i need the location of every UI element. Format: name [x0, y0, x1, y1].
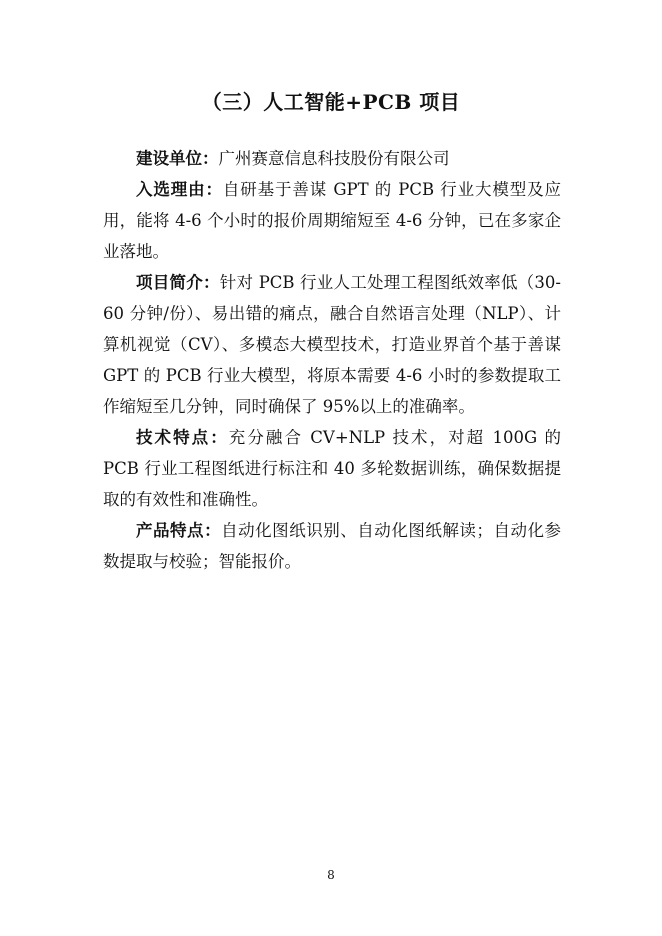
text-project-intro: 针对 PCB 行业人工处理工程图纸效率低（30-60 分钟/份）、易出错的痛点，融合自然语言处理（NLP）、计算机视觉（CV）、多模态大模型技术，打造业界首个基于善谋 GPT 的 PCB 行业大模型，将原本需要 4-6 小时的参数提取工作缩短至几分钟，同时确保了 95%以上的准确率。 — [103, 273, 561, 416]
paragraph-construction-unit — [103, 143, 561, 174]
paragraph-selection-reason — [103, 174, 561, 267]
paragraph-product-features — [103, 515, 561, 577]
label-project-intro: 项目简介： — [136, 273, 220, 292]
paragraph-project-intro — [103, 267, 561, 422]
text-construction-unit: 广州赛意信息科技股份有限公司 — [218, 149, 450, 168]
text-selection-reason: 自研基于善谋 GPT 的 PCB 行业大模型及应用，能将 4-6 个小时的报价周期缩短至 4-6 分钟，已在多家企业落地。 — [103, 180, 561, 261]
page-number: 8 — [327, 868, 335, 882]
text-product-features: 自动化图纸识别、自动化图纸解读；自动化参数提取与校验；智能报价。 — [103, 521, 562, 571]
text-tech-features: 充分融合 CV+NLP 技术，对超 100G 的 PCB 行业工程图纸进行标注和 40 多轮数据训练，确保数据提取的有效性和准确性。 — [103, 428, 561, 509]
section-title: （三）人工智能+PCB 项目 — [201, 90, 461, 114]
label-selection-reason: 入选理由： — [136, 180, 223, 199]
paragraph-tech-features — [103, 422, 561, 515]
label-tech-features: 技术特点： — [136, 428, 229, 447]
label-product-features: 产品特点： — [136, 521, 222, 540]
label-construction-unit: 建设单位： — [136, 149, 219, 168]
document-body — [103, 143, 561, 577]
